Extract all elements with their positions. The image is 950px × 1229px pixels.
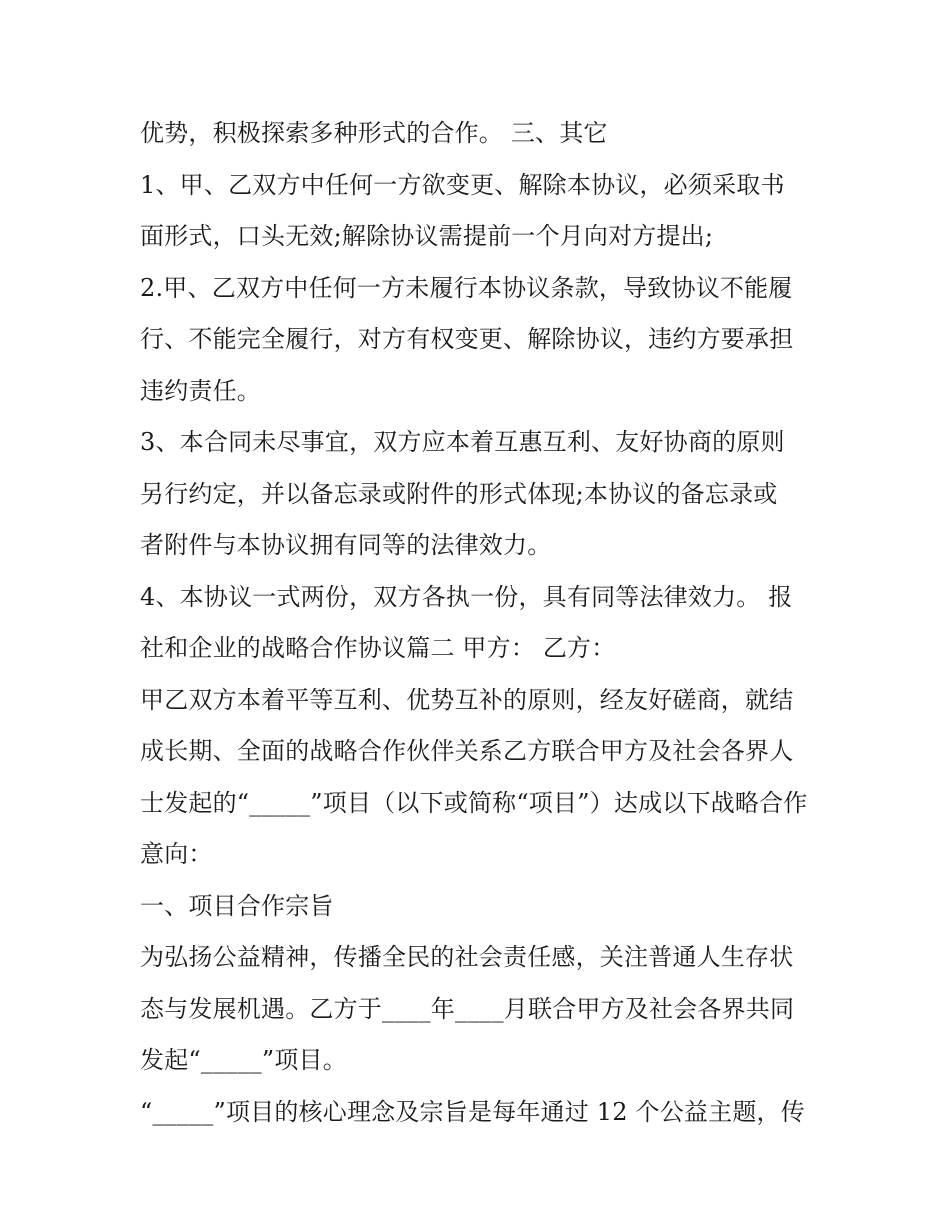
text-line: 1、甲、乙双方中任何一方欲变更、解除本协议，必须采取书 <box>140 170 785 199</box>
text-line: 4、本协议一式两份，双方各执一份，具有同等法律效力。 报 <box>140 582 793 611</box>
text-line: 另行约定，并以备忘录或附件的形式体现;本协议的备忘录或 <box>140 479 778 508</box>
text-line: 发起“_____”项目。 <box>140 1046 347 1074</box>
section-heading: 一、项目合作宗旨 <box>140 891 334 920</box>
text-line: 甲乙双方本着平等互利、优势互补的原则，经友好磋商，就结 <box>140 685 794 714</box>
text-line: 意向： <box>140 840 213 868</box>
document-body <box>140 108 820 1138</box>
text-line: 优势，积极探索多种形式的合作。 三、其它 <box>140 119 608 147</box>
text-line: “_____”项目的核心理念及宗旨是每年通过 12 个公益主题，传 <box>140 1097 805 1126</box>
text-line: 违约责任。 <box>140 376 261 405</box>
text-line: 士发起的“_____”项目（以下或简称“项目”）达成以下战略合作 <box>140 788 808 817</box>
text-line: 者附件与本协议拥有同等的法律效力。 <box>140 531 552 559</box>
text-line: 2.甲、乙双方中任何一方未履行本协议条款，导致协议不能履 <box>140 273 793 302</box>
text-line: 态与发展机遇。乙方于____年____月联合甲方及社会各界共同 <box>140 994 795 1023</box>
text-line: 行、不能完全履行，对方有权变更、解除协议，违约方要承担 <box>140 325 794 353</box>
text-line: 3、本合同未尽事宜，双方应本着互惠互利、友好协商的原则 <box>140 428 785 456</box>
text-line: 社和企业的战略合作协议篇二 甲方： 乙方： <box>140 634 616 662</box>
text-line: 为弘扬公益精神，传播全民的社会责任感，关注普通人生存状 <box>140 943 794 971</box>
text-line: 成长期、全面的战略合作伙伴关系乙方联合甲方及社会各界人 <box>140 737 794 765</box>
text-line: 面形式，口头无效;解除协议需提前一个月向对方提出; <box>140 222 714 250</box>
